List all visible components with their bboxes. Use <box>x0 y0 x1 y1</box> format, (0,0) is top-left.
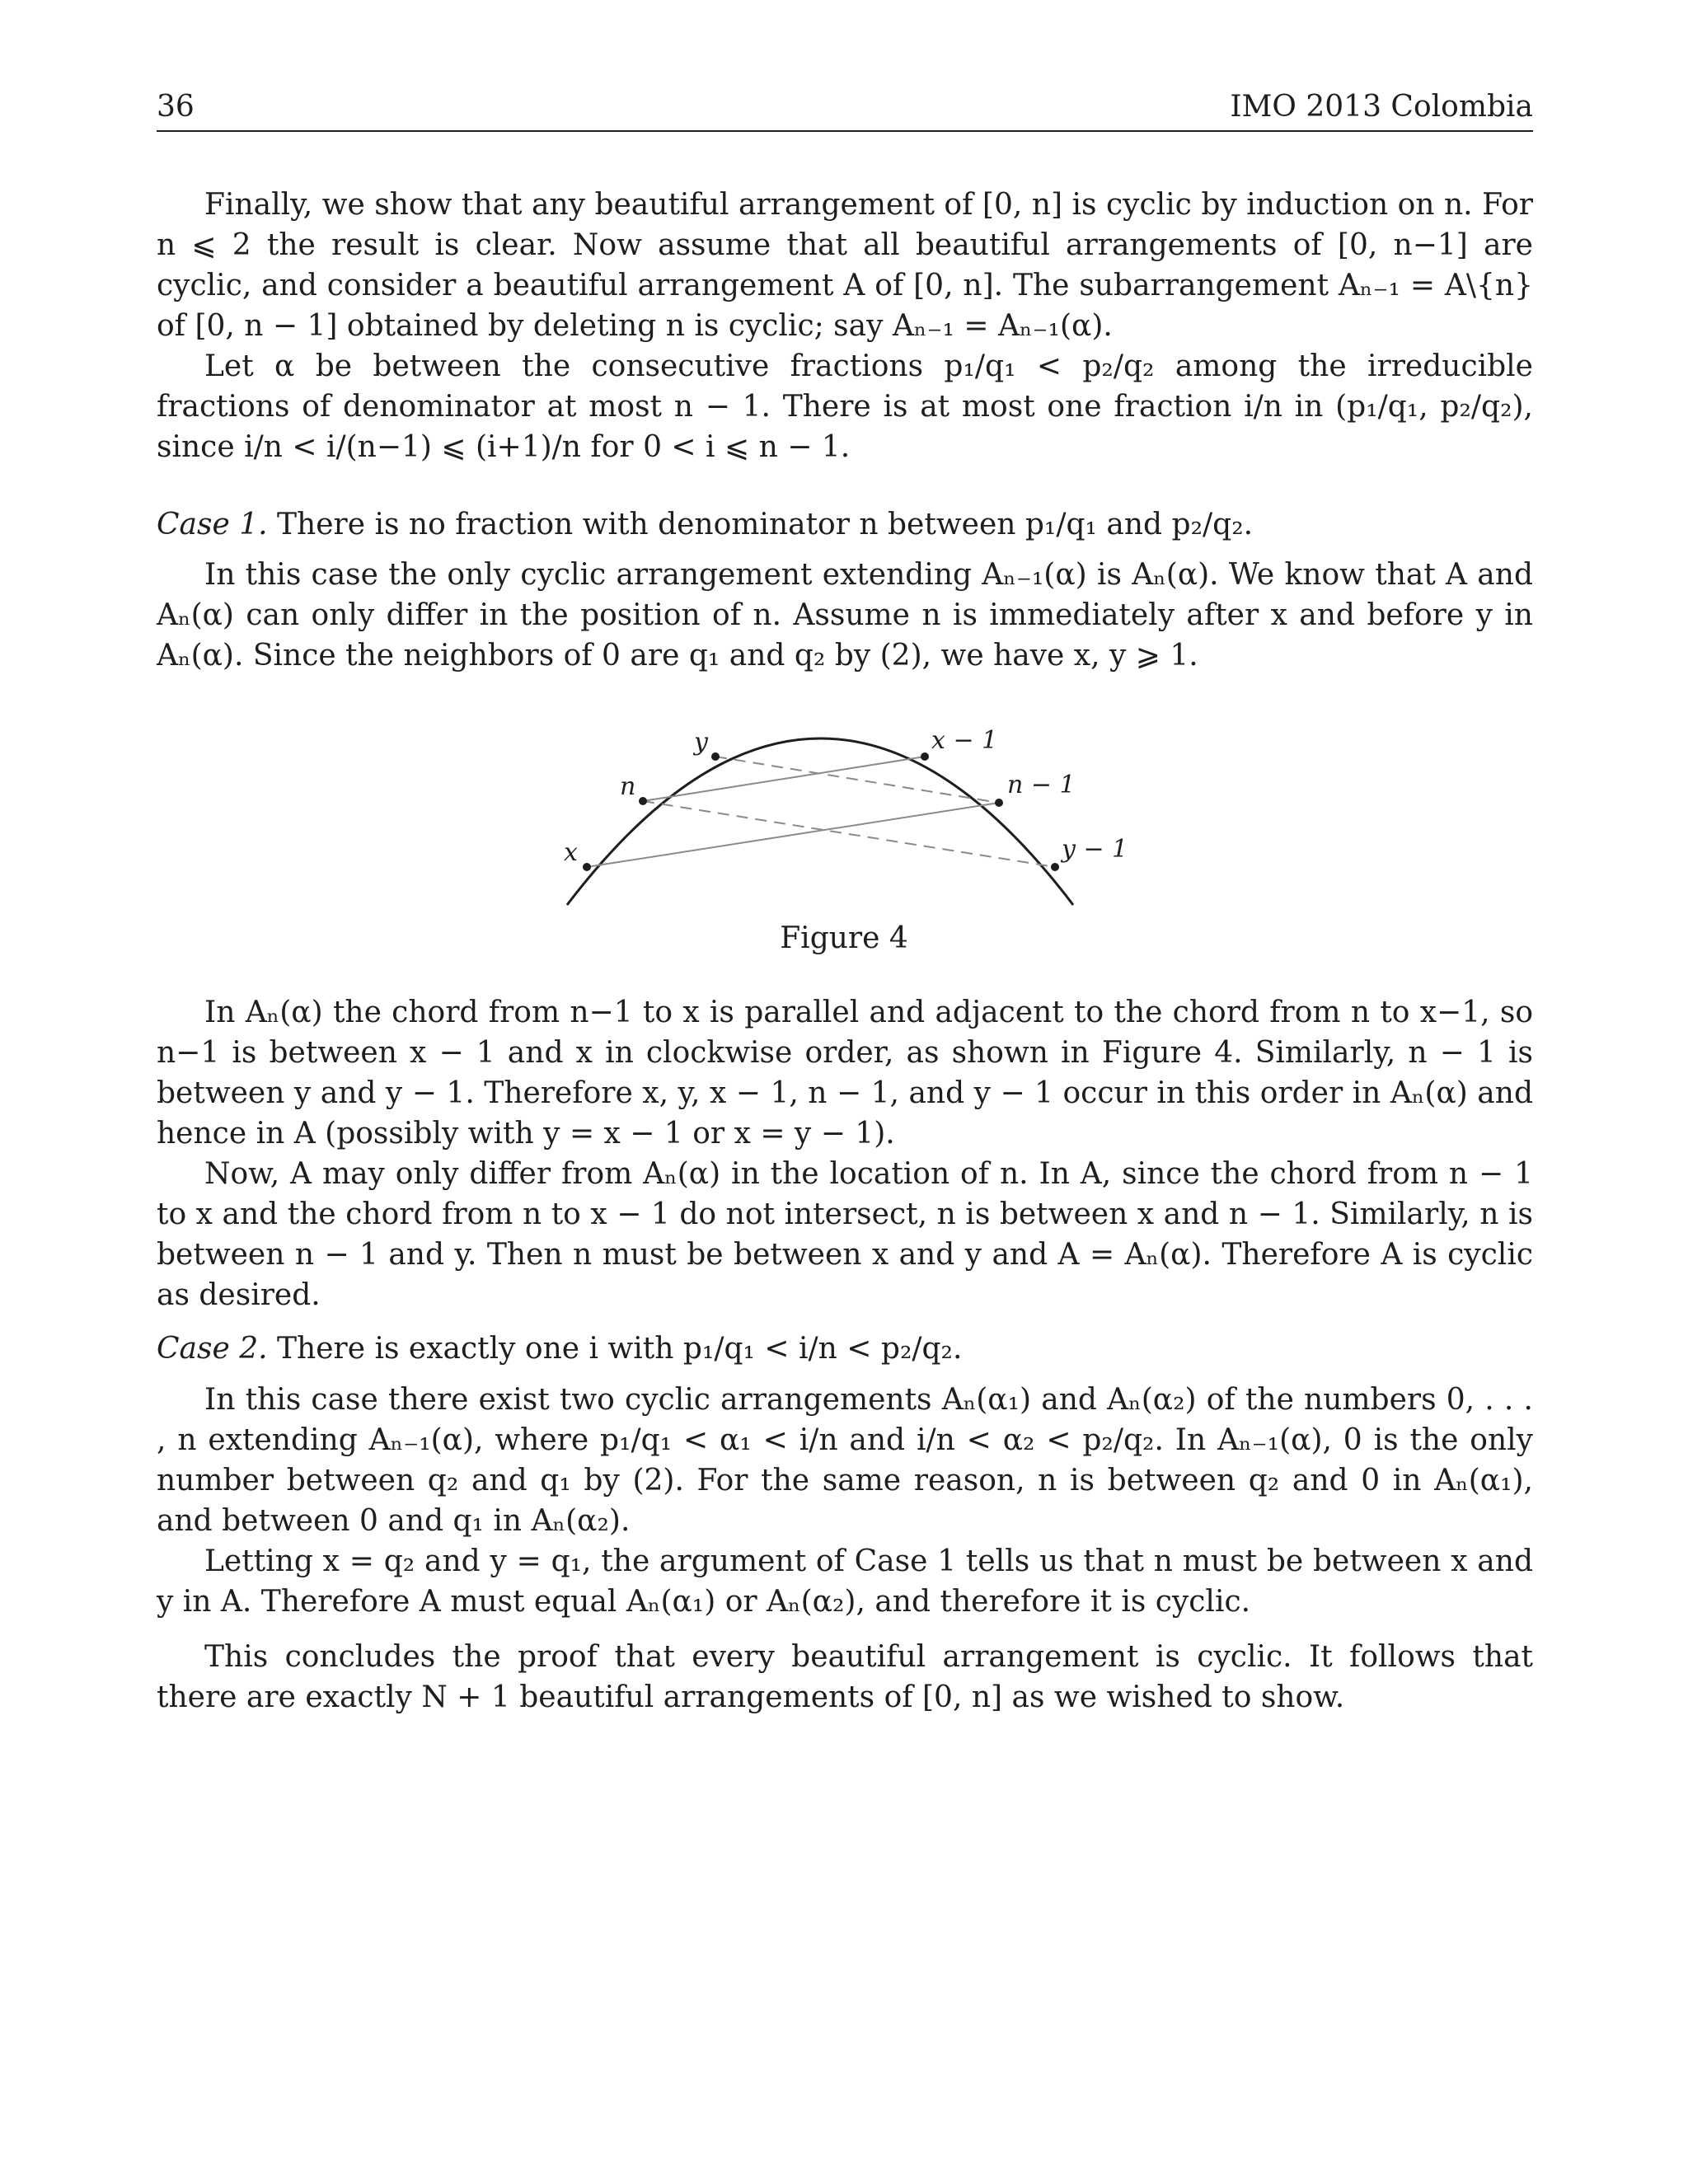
case-1-statement: There is no fraction with denominator n between p₁/q₁ and p₂/q₂. <box>267 508 1254 541</box>
label-x-minus-1: x − 1 <box>931 726 998 755</box>
label-n: n <box>620 772 636 801</box>
figure-4-diagram <box>0 0 1688 923</box>
figure-caption: Figure 4 <box>780 921 908 955</box>
point-y-minus-1 <box>1051 863 1059 871</box>
point-n <box>639 797 647 805</box>
dashed-chord-y-to-n-minus-1 <box>715 757 999 803</box>
label-x: x <box>564 838 578 867</box>
point-n-minus-1 <box>995 799 1003 807</box>
paragraph-conclusion: This concludes the proof that every beautiful arrangement is cyclic. It follows that there are exactly N + 1 beautiful arrangements of [0, n] as we wished to show. <box>157 1640 1533 1714</box>
chord-x-to-n-minus-1 <box>587 803 999 867</box>
paragraph-chords: In Aₙ(α) the chord from n−1 to x is parallel and adjacent to the chord from n to x−1, so n−1 is between x − 1 and x in clockwise order, as shown in Figure 4. Similarly, n − 1 is between y and y − 1. Therefore x, y, x − 1, n − 1, and y − 1 occur in this order in Aₙ(α) and hence in A (possibly with y = x − 1 or x = y − 1). <box>157 996 1533 1151</box>
label-y: y <box>694 728 708 757</box>
paragraph-location: Now, A may only differ from Aₙ(α) in the location of n. In A, since the chord from n − 1 to x and the chord from n to x − 1 do not intersect, n is between x and n − 1. Similarly, n is between n − 1 and y. Then n must be between x and y and A = Aₙ(α). Therefore A is cyclic as desired. <box>157 1157 1533 1312</box>
paragraph-case-1: In this case the only cyclic arrangement extending Aₙ₋₁(α) is Aₙ(α). We know that A and Aₙ(α) can only differ in the position of n. Assume n is immediately after x and before y in Aₙ(α). Since the neighbors of 0 are q₁ and q₂ by (2), we have x, y ⩾ 1. <box>157 558 1533 673</box>
point-y <box>711 752 720 761</box>
point-x-minus-1 <box>921 752 929 761</box>
circle-arc <box>567 738 1073 905</box>
case-2-statement: There is exactly one i with p₁/q₁ < i/n < p₂/q₂. <box>267 1332 963 1366</box>
paragraph-letting: Letting x = q₂ and y = q₁, the argument of Case 1 tells us that n must be between x and y in A. Therefore A must equal Aₙ(α₁) or Aₙ(α₂), and therefore it is cyclic. <box>157 1544 1533 1619</box>
label-y-minus-1: y − 1 <box>1062 835 1128 864</box>
case-1-label: Case 1. <box>157 508 268 541</box>
case-2-heading <box>157 1329 1533 1369</box>
paragraph-case-2: In this case there exist two cyclic arrangements Aₙ(α₁) and Aₙ(α₂) of the numbers 0, . . . , n extending Aₙ₋₁(α), where p₁/q₁ < α₁ < i/n and i/n < α₂ < p₂/q₂. In Aₙ₋₁(α), 0 is the only number between q₂ and q₁ by (2). For the same reason, n is between q₂ and 0 in Aₙ(α₁), and between 0 and q₁ in Aₙ(α₂). <box>157 1383 1533 1538</box>
dashed-chord-n-to-y-minus-1 <box>643 801 1055 867</box>
case-2-label: Case 2. <box>157 1332 268 1366</box>
chord-n-to-x-minus-1 <box>643 757 925 801</box>
point-x <box>583 863 591 871</box>
page-number: 36 <box>157 90 195 124</box>
running-title: IMO 2013 Colombia <box>1230 90 1533 124</box>
paragraph-induction: Finally, we show that any beautiful arrangement of [0, n] is cyclic by induction on n. For n ⩽ 2 the result is clear. Now assume that all beautiful arrangements of [0, n−1] are cyclic, and consider a beautiful arrangement A of [0, n]. The subarrangement Aₙ₋₁ = A\{n} of [0, n − 1] obtained by deleting n is cyclic; say Aₙ₋₁ = Aₙ₋₁(α). <box>157 188 1533 343</box>
paragraph-fractions: Let α be between the consecutive fractions p₁/q₁ < p₂/q₂ among the irreducible fractions of denominator at most n − 1. There is at most one fraction i/n in (p₁/q₁, p₂/q₂), since i/n < i/(n−1) ⩽ (i+1)/n for 0 < i ⩽ n − 1. <box>157 349 1533 464</box>
label-n-minus-1: n − 1 <box>1007 771 1076 799</box>
